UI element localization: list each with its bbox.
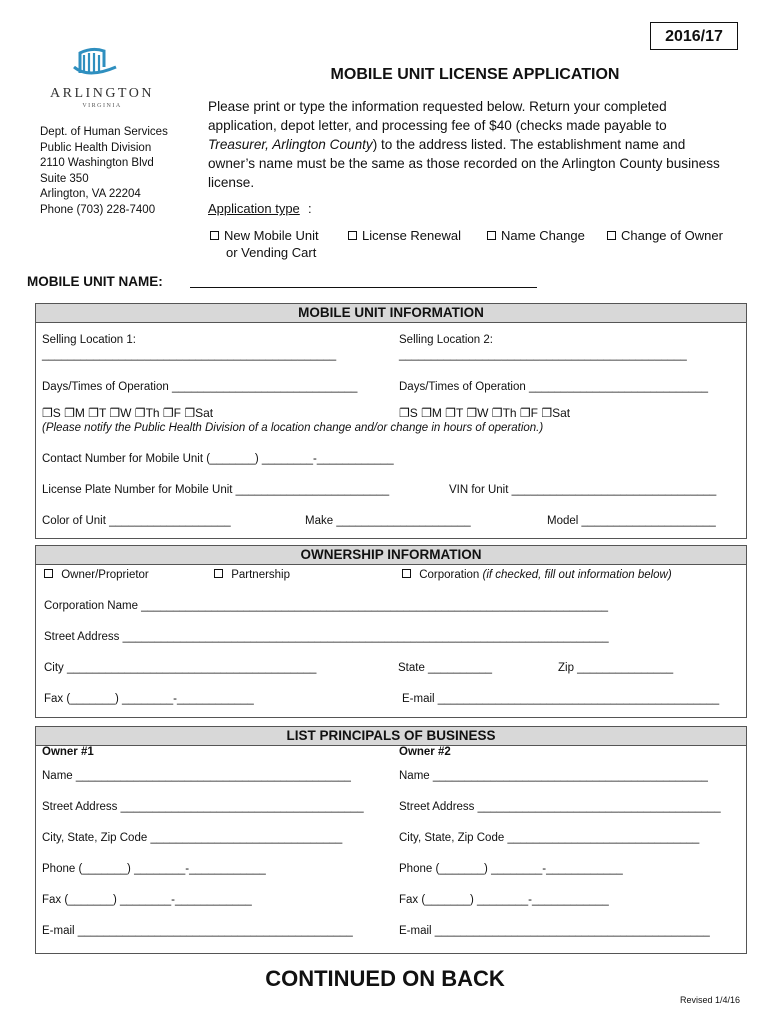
city-field[interactable]: City _______________________________________	[44, 662, 317, 674]
make-field[interactable]: Make _____________________	[305, 515, 471, 527]
day-checkboxes-1[interactable]: ❐S ❐M ❐T ❐W ❐Th ❐F ❐Sat	[42, 406, 214, 420]
checkbox-icon[interactable]	[210, 231, 219, 240]
mobile-unit-info-section	[35, 303, 747, 539]
owner-proprietor-option[interactable]: Owner/Proprietor	[44, 569, 149, 581]
arlington-logo	[40, 45, 165, 115]
days-times-1-field[interactable]: Days/Times of Operation _____________________________	[42, 381, 358, 393]
owner-2-city-field[interactable]: City, State, Zip Code ______________________________	[399, 832, 700, 844]
license-plate-field[interactable]: License Plate Number for Mobile Unit ________________________	[42, 484, 390, 496]
partnership-option[interactable]: Partnership	[214, 569, 290, 581]
street-address-field[interactable]: Street Address ____________________________________________________________________________	[44, 631, 609, 643]
state-field[interactable]: State __________	[398, 662, 493, 674]
days-times-2-field[interactable]: Days/Times of Operation ____________________________	[399, 381, 709, 393]
vin-field[interactable]: VIN for Unit ________________________________	[449, 484, 717, 496]
option-change-of-owner[interactable]: Change of Owner	[607, 227, 723, 244]
checkbox-icon[interactable]	[607, 231, 616, 240]
owner-1-street-field[interactable]: Street Address ______________________________________	[42, 801, 364, 813]
fax-field[interactable]: Fax (_______) ________-____________	[44, 693, 254, 705]
selling-location-2-label: Selling Location 2:	[399, 334, 493, 346]
principals-section	[35, 726, 747, 954]
dept-line: Public Health Division	[40, 141, 152, 154]
checkbox-icon[interactable]	[348, 231, 357, 240]
owner-2-heading: Owner #2	[399, 746, 451, 758]
application-type-colon: :	[308, 201, 312, 216]
dept-line: Arlington, VA 22204	[40, 188, 141, 201]
owner-1-city-field[interactable]: City, State, Zip Code ______________________________	[42, 832, 343, 844]
intro-text: ) to the address listed. The establishment name and owner’s name must be the same as those recorded on the Arlington County business license.	[208, 137, 720, 190]
application-type-label: Application type	[208, 201, 300, 216]
corporation-option[interactable]: Corporation (if checked, fill out information below)	[402, 569, 672, 581]
checkbox-icon[interactable]	[214, 569, 223, 578]
checkbox-icon[interactable]	[487, 231, 496, 240]
option-license-renewal[interactable]: License Renewal	[348, 227, 461, 244]
section-heading: MOBILE UNIT INFORMATION	[36, 304, 746, 323]
dept-line: 2110 Washington Blvd	[40, 157, 154, 170]
owner-1-name-field[interactable]: Name ___________________________________________	[42, 770, 351, 782]
selling-location-1-field[interactable]: ______________________________________________	[42, 349, 337, 361]
day-checkboxes-2[interactable]: ❐S ❐M ❐T ❐W ❐Th ❐F ❐Sat	[399, 406, 571, 420]
owner-2-fax-field[interactable]: Fax (_______) ________-____________	[399, 894, 609, 906]
intro-text: Please print or type the information requested below. Return your completed application, depot letter, and processing fee of $40 (checks made payable to	[208, 99, 667, 133]
contact-number-field[interactable]: Contact Number for Mobile Unit (_______) ________-____________	[42, 453, 394, 465]
dept-line: Dept. of Human Services	[40, 126, 168, 138]
dept-line: Phone (703) 228-7400	[40, 203, 156, 216]
instructions	[208, 97, 728, 192]
ownership-info-section	[35, 545, 747, 718]
option-name-change[interactable]: Name Change	[487, 227, 585, 244]
logo-text: ARLINGTON	[50, 86, 154, 101]
section-heading: LIST PRINCIPALS OF BUSINESS	[36, 727, 746, 746]
mobile-unit-name-field[interactable]	[190, 287, 537, 288]
arlington-logo-icon	[40, 45, 165, 115]
intro-payee: Treasurer, Arlington County	[208, 137, 373, 152]
option-new-mobile-unit[interactable]: New Mobile Unit or Vending Cart	[210, 227, 319, 261]
revision-date: Revised 1/4/16	[680, 995, 741, 1005]
owner-2-street-field[interactable]: Street Address ______________________________________	[399, 801, 721, 813]
year-badge: 2016/17	[650, 22, 738, 50]
dept-line: Suite 350	[40, 172, 89, 185]
form-title: MOBILE UNIT LICENSE APPLICATION	[330, 66, 620, 83]
corporation-name-field[interactable]: Corporation Name _________________________________________________________________________	[44, 600, 609, 612]
model-field[interactable]: Model _____________________	[547, 515, 716, 527]
color-field[interactable]: Color of Unit ___________________	[42, 515, 231, 527]
selling-location-1-label: Selling Location 1:	[42, 334, 136, 346]
email-field[interactable]: E-mail ____________________________________________	[402, 693, 720, 705]
owner-2-phone-field[interactable]: Phone (_______) ________-____________	[399, 863, 623, 875]
section-heading: OWNERSHIP INFORMATION	[36, 546, 746, 565]
owner-1-fax-field[interactable]: Fax (_______) ________-____________	[42, 894, 252, 906]
owner-1-phone-field[interactable]: Phone (_______) ________-____________	[42, 863, 266, 875]
mobile-unit-name-label: MOBILE UNIT NAME:	[27, 274, 163, 289]
owner-1-heading: Owner #1	[42, 746, 94, 758]
selling-location-2-field[interactable]: _____________________________________________	[399, 349, 687, 361]
checkbox-icon[interactable]	[44, 569, 53, 578]
owner-2-name-field[interactable]: Name ___________________________________________	[399, 770, 708, 782]
continued-on-back: CONTINUED ON BACK	[265, 966, 505, 991]
zip-field[interactable]: Zip _______________	[558, 662, 674, 674]
location-change-notice: (Please notify the Public Health Division of a location change and/or change in hours of operation.)	[42, 422, 544, 434]
owner-2-email-field[interactable]: E-mail ___________________________________________	[399, 925, 710, 937]
logo-subtext: VIRGINIA	[82, 103, 122, 109]
department-address	[40, 125, 168, 219]
owner-1-email-field[interactable]: E-mail ___________________________________________	[42, 925, 353, 937]
checkbox-icon[interactable]	[402, 569, 411, 578]
